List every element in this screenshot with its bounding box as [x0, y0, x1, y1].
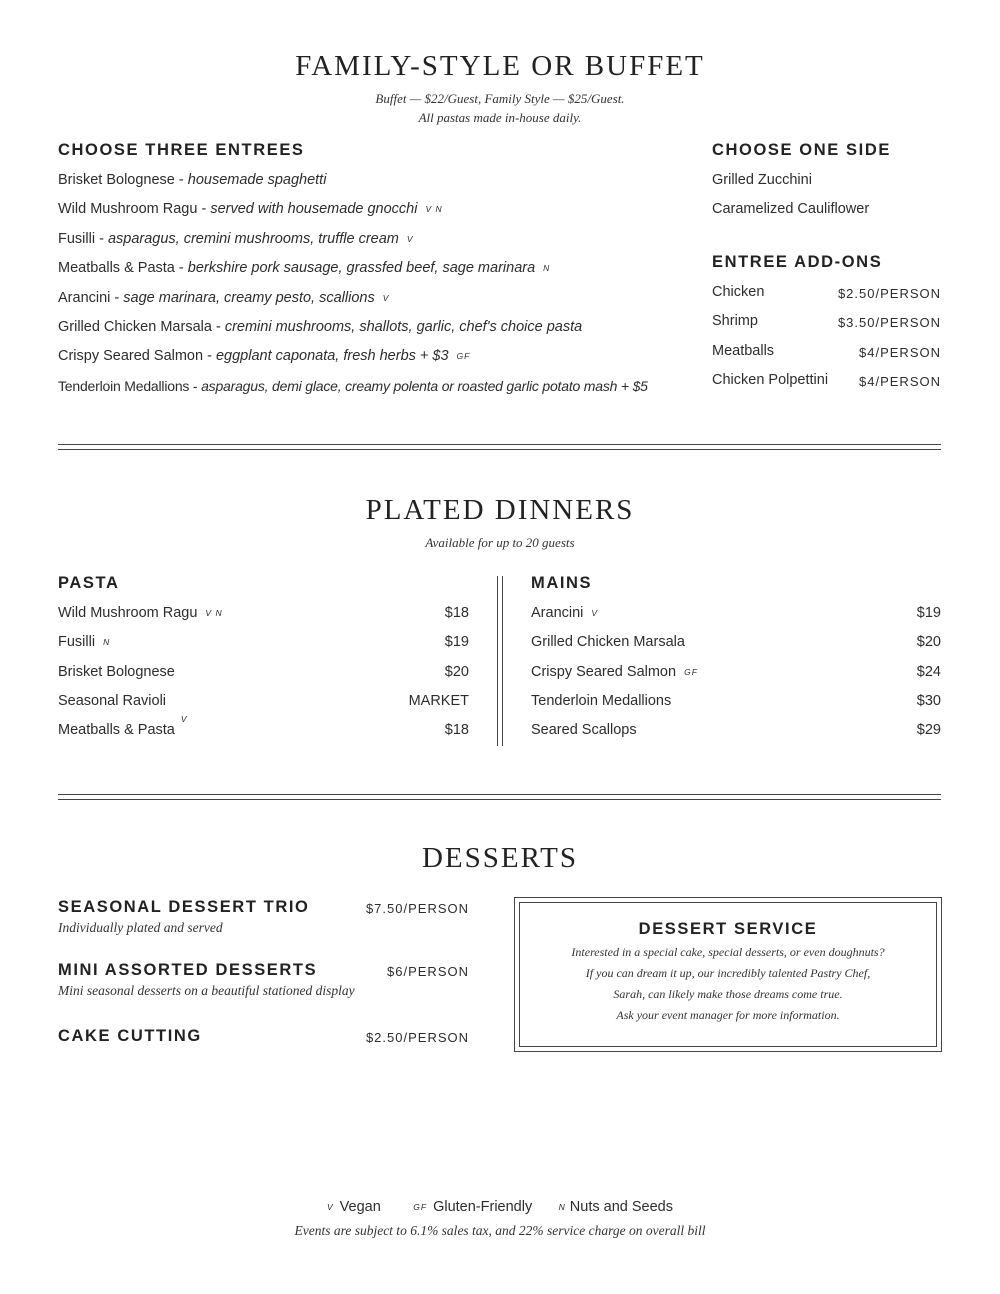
pasta-item [58, 714, 188, 738]
entree-item: Grilled Chicken Marsala - cremini mushrooms, shallots, garlic, chef's choice pasta [58, 319, 583, 335]
entree-name: Brisket Bolognese [58, 172, 175, 188]
entree-item: Tenderloin Medallions - asparagus, demi glace, creamy polenta or roasted garlic potato mash + $5 [58, 378, 648, 394]
addon-name: Chicken [712, 284, 765, 300]
diet-tag: N [543, 263, 551, 273]
desserts-title: DESSERTS [421, 842, 579, 874]
main-price: $30 [916, 693, 941, 709]
dessert-name: SEASONAL DESSERT TRIO [58, 898, 310, 916]
legend-gf-tag: GF [413, 1202, 428, 1212]
mains-heading: MAINS [531, 574, 593, 592]
pasta-price: $18 [444, 605, 469, 621]
dessert-service-heading: DESSERT SERVICE [638, 920, 818, 938]
dessert-name: MINI ASSORTED DESSERTS [58, 961, 318, 979]
section-divider [58, 799, 941, 800]
pasta-name: Wild Mushroom Ragu [58, 605, 198, 621]
legend-vegan-label: Vegan [339, 1199, 381, 1215]
entree-name: Wild Mushroom Ragu [58, 201, 198, 217]
addon-price: $4/PERSON [859, 374, 941, 389]
family-style-title: FAMILY-STYLE OR BUFFET [295, 50, 705, 82]
diet-tag: V [180, 714, 188, 724]
main-price: $24 [916, 664, 941, 680]
pasta-name: Fusilli [58, 634, 96, 650]
legend-gf-label: Gluten-Friendly [433, 1199, 533, 1215]
diet-tag: V [382, 293, 390, 303]
entree-name: Tenderloin Medallions [58, 378, 190, 394]
family-style-pricing: Buffet — $22/Guest, Family Style — $25/Guest. [375, 91, 625, 106]
diet-tag: N [103, 637, 111, 647]
pasta-item [58, 605, 223, 621]
diet-tag: V N [425, 204, 443, 214]
entree-desc: served with housemade gnocchi [210, 201, 418, 217]
tax-note: Events are subject to 6.1% sales tax, and 22% service charge on overall bill [294, 1223, 706, 1238]
entree-desc: sage marinara, creamy pesto, scallions [123, 290, 375, 306]
legend-vegan-tag: V [327, 1202, 334, 1212]
addon-price: $4/PERSON [859, 345, 941, 360]
dessert-service-line: Ask your event manager for more information. [616, 1008, 840, 1022]
legend-nuts-tag: N [558, 1202, 566, 1212]
main-item [531, 605, 598, 621]
addon-price: $3.50/PERSON [837, 315, 941, 330]
main-price: $20 [916, 634, 941, 650]
addon-name: Chicken Polpettini [712, 372, 829, 388]
main-price: $29 [916, 722, 941, 738]
main-name: Arancini [531, 605, 584, 621]
entrees-heading: CHOOSE THREE ENTREES [58, 141, 305, 159]
pasta-price: $20 [444, 664, 469, 680]
entree-desc: berkshire pork sausage, grassfed beef, sage marinara [187, 260, 536, 276]
dessert-service-line: If you can dream it up, our incredibly talented Pastry Chef, [585, 966, 871, 980]
dessert-desc: Mini seasonal desserts on a beautiful stationed display [58, 983, 355, 998]
main-price: $19 [916, 605, 941, 621]
pasta-item [58, 664, 175, 680]
main-name: Crispy Seared Salmon [531, 664, 677, 680]
addon-name: Shrimp [712, 313, 758, 329]
entree-name: Meatballs & Pasta [58, 260, 175, 276]
section-divider [58, 449, 941, 450]
section-divider [58, 794, 941, 795]
diet-tag: V [591, 608, 599, 618]
pasta-price: $19 [444, 634, 469, 650]
side-item: Grilled Zucchini [712, 172, 812, 188]
plated-dinners-note: Available for up to 20 guests [425, 535, 575, 550]
entree-desc: housemade spaghetti [187, 172, 327, 188]
addon-price: $2.50/PERSON [837, 286, 941, 301]
entree-name: Arancini [58, 290, 111, 306]
dessert-service-line: Sarah, can likely make those dreams come true. [613, 987, 843, 1001]
dietary-legend [0, 1198, 1000, 1216]
main-name: Seared Scallops [531, 722, 637, 738]
entree-desc: eggplant caponata, fresh herbs + $3 [215, 348, 449, 364]
entree-name: Grilled Chicken Marsala [58, 319, 212, 335]
entree-item: Arancini - sage marinara, creamy pesto, scallions V [58, 290, 390, 306]
addon-name: Meatballs [712, 343, 775, 359]
plated-dinners-title: PLATED DINNERS [365, 494, 635, 526]
diet-tag: GF [684, 667, 698, 677]
column-divider [502, 576, 503, 746]
diet-tag: GF [456, 351, 471, 361]
main-item [531, 664, 698, 680]
pasta-price: $18 [444, 722, 469, 738]
entree-desc: asparagus, cremini mushrooms, truffle cream [107, 231, 399, 247]
main-item [531, 693, 671, 709]
addons-heading: ENTREE ADD-ONS [712, 253, 883, 271]
diet-tag: V N [205, 608, 223, 618]
legend-nuts-label: Nuts and Seeds [569, 1199, 673, 1215]
dessert-price: $6/PERSON [387, 964, 469, 979]
dessert-price: $2.50/PERSON [365, 1030, 469, 1045]
main-item [531, 722, 637, 738]
entree-name: Fusilli [58, 231, 96, 247]
entree-item: Fusilli - asparagus, cremini mushrooms, truffle cream V [58, 231, 414, 247]
family-style-note: All pastas made in-house daily. [418, 110, 582, 125]
pasta-heading: PASTA [58, 574, 120, 592]
entree-item: Brisket Bolognese - housemade spaghetti [58, 172, 327, 188]
section-divider [58, 444, 941, 445]
dessert-desc: Individually plated and served [58, 920, 223, 935]
diet-tag: V [406, 234, 414, 244]
entree-desc: cremini mushrooms, shallots, garlic, chef's choice pasta [224, 319, 583, 335]
entree-desc: asparagus, demi glace, creamy polenta or roasted garlic potato mash + $5 [201, 378, 648, 394]
pasta-item [58, 693, 166, 709]
pasta-item [58, 634, 110, 650]
entree-item: Wild Mushroom Ragu - served with housemade gnocchi V N [58, 201, 443, 217]
main-name: Tenderloin Medallions [531, 693, 672, 709]
pasta-name: Meatballs & Pasta [58, 722, 175, 738]
entree-item: Crispy Seared Salmon - eggplant caponata, fresh herbs + $3 GF [58, 348, 471, 364]
dessert-price: $7.50/PERSON [365, 901, 469, 916]
dessert-service-line: Interested in a special cake, special desserts, or even doughnuts? [571, 945, 885, 959]
column-divider [497, 576, 498, 746]
entree-item: Meatballs & Pasta - berkshire pork sausage, grassfed beef, sage marinara N [58, 260, 551, 276]
entree-name: Crispy Seared Salmon [58, 348, 204, 364]
dessert-name: CAKE CUTTING [58, 1027, 202, 1045]
pasta-name: Seasonal Ravioli [58, 693, 167, 709]
side-item: Caramelized Cauliflower [712, 201, 870, 217]
side-heading: CHOOSE ONE SIDE [712, 141, 891, 159]
main-item [531, 634, 685, 650]
pasta-price: MARKET [408, 693, 469, 709]
pasta-name: Brisket Bolognese [58, 664, 175, 680]
main-name: Grilled Chicken Marsala [531, 634, 685, 650]
